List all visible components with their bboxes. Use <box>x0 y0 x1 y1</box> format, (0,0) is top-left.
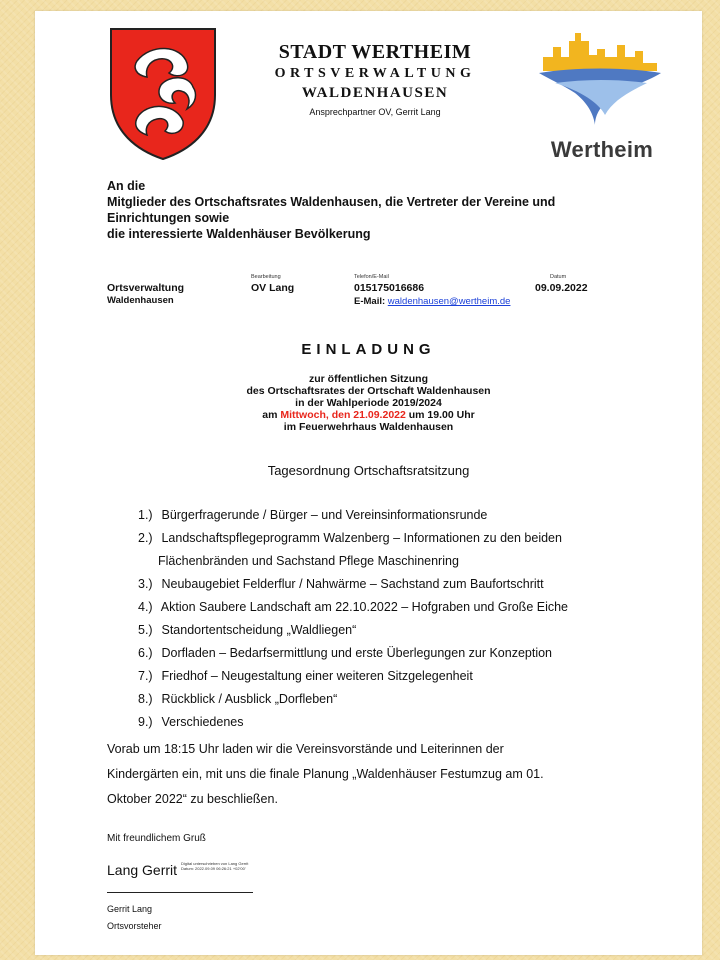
logo-wordmark: Wertheim <box>550 137 654 162</box>
editor-label: Bearbeitung <box>251 274 281 280</box>
district-title: WALDENHAUSEN <box>301 85 449 101</box>
invitation-title: EINLADUNG <box>301 341 436 358</box>
note-line: Oktober 2022“ zu beschließen. <box>107 792 278 806</box>
agenda-text: Verschiedenes <box>161 715 244 729</box>
agenda-number: 2.) <box>138 531 153 545</box>
meeting-time: um 19.00 Uhr <box>405 409 475 421</box>
wertheim-logo-icon <box>535 27 665 127</box>
closing-greeting: Mit freundlichem Gruß <box>107 833 206 844</box>
invitation-line: zur öffentlichen Sitzung <box>309 373 428 385</box>
agenda-item <box>138 642 618 665</box>
agenda-number: 6.) <box>138 646 153 660</box>
agenda-number: 8.) <box>138 692 153 706</box>
phone-label: Telefon/E-Mail <box>354 274 389 280</box>
contact-person: Ansprechpartner OV, Gerrit Lang <box>309 107 441 117</box>
office-title: ORTSVERWALTUNG <box>274 66 476 81</box>
agenda-text: Standortentscheidung „Waldliegen“ <box>161 623 357 637</box>
email-row <box>354 296 510 307</box>
agenda-item <box>138 573 618 596</box>
invitation-line: in der Wahlperiode 2019/2024 <box>295 397 442 409</box>
signer-title: Ortsvorsteher <box>107 921 162 931</box>
document-page <box>35 11 702 955</box>
signature-name: Lang Gerrit <box>107 862 178 878</box>
invitation-line: des Ortschaftsrates der Ortschaft Waldenhausen <box>246 385 491 397</box>
city-title: STADT WERTHEIM <box>278 41 472 63</box>
invitation-line: im Feuerwehrhaus Waldenhausen <box>283 421 454 433</box>
date-label: Datum <box>550 274 567 280</box>
agenda-text: Bürgerfragerunde / Bürger – und Vereinsinformationsrunde <box>161 508 488 522</box>
editor-value: OV Lang <box>251 282 295 294</box>
agenda-number: 4.) <box>138 600 153 614</box>
agenda-item <box>138 711 618 734</box>
note-line: Vorab um 18:15 Uhr laden wir die Vereinsvorstände und Leiterinnen der <box>107 742 504 756</box>
agenda-number: 1.) <box>138 508 153 522</box>
agenda-item <box>138 688 618 711</box>
agenda-text: Dorfladen – Bedarfsermittlung und erste Überlegungen zur Konzeption <box>161 646 552 660</box>
agenda-item <box>138 596 618 619</box>
meeting-date: Mittwoch, den 21.09.2022 <box>280 409 406 421</box>
date-prefix: am <box>262 409 281 421</box>
agenda-text: Rückblick / Ausblick „Dorfleben“ <box>161 692 338 706</box>
agenda-text: Landschaftspflegeprogramm Walzenberg – Informationen zu den beiden <box>161 531 562 545</box>
signer-name: Gerrit Lang <box>107 904 153 914</box>
address-line: An die <box>107 179 146 193</box>
agenda-number: 3.) <box>138 577 153 591</box>
address-line: die interessierte Waldenhäuser Bevölkerung <box>107 227 371 241</box>
agenda-number: 9.) <box>138 715 153 729</box>
address-line: Einrichtungen sowie <box>107 211 230 225</box>
agenda-item <box>138 527 618 573</box>
email-label: E-Mail: <box>354 296 386 307</box>
coat-of-arms-icon <box>107 25 219 161</box>
agenda-number: 7.) <box>138 669 153 683</box>
recipient-address <box>107 178 555 242</box>
date-value: 09.09.2022 <box>535 282 588 294</box>
digital-signature-note: Digital unterschrieben von Lang Gerrit Datum: 2022.09.09 06:26:21 +02'00' <box>181 861 249 871</box>
note-line: Kindergärten ein, mit uns die finale Planung „Waldenhäuser Festumzug am 01. <box>107 767 544 781</box>
agenda-text: Aktion Saubere Landschaft am 22.10.2022 – Hofgraben und Große Eiche <box>160 600 569 614</box>
agenda-text: Neubaugebiet Felderflur / Nahwärme – Sachstand zum Baufortschritt <box>161 577 544 591</box>
agenda-text-continued: Flächenbränden und Sachstand Pflege Maschinenring <box>158 554 459 568</box>
agenda-item <box>138 504 618 527</box>
invitation-date-line <box>35 409 702 421</box>
sender-org: Ortsverwaltung <box>107 282 185 294</box>
agenda-list <box>138 504 618 734</box>
invitation-details <box>35 373 702 433</box>
address-line: Mitglieder des Ortschaftsrates Waldenhausen, die Vertreter der Vereine und <box>107 195 556 209</box>
agenda-item <box>138 619 618 642</box>
sender-org-location: Waldenhausen <box>107 295 174 306</box>
signature-line <box>107 892 253 893</box>
pre-meeting-note <box>107 737 627 812</box>
agenda-item <box>138 665 618 688</box>
phone-value: 015175016686 <box>354 282 425 294</box>
agenda-text: Friedhof – Neugestaltung einer weiteren Sitzgelegenheit <box>161 669 473 683</box>
agenda-title: Tagesordnung Ortschaftsratsitzung <box>267 463 470 478</box>
email-link[interactable]: waldenhausen@wertheim.de <box>387 296 511 307</box>
agenda-number: 5.) <box>138 623 153 637</box>
